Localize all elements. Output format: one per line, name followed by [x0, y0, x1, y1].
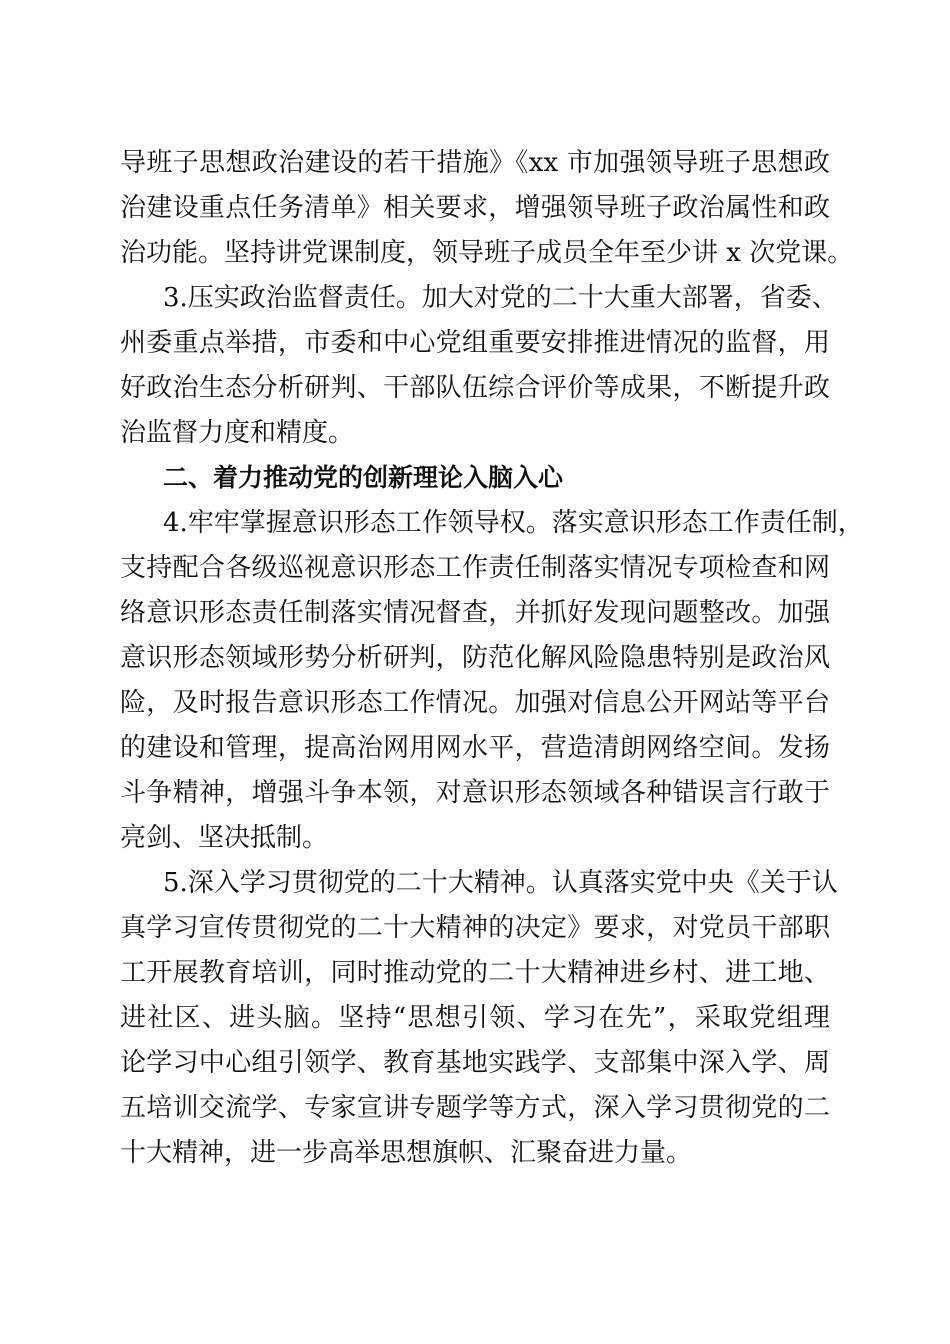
item-3-line: 3.压实政治监督责任。加大对党的二十大重大部署，省委、 — [163, 283, 838, 313]
paragraph-line: 导班子思想政治建设的若干措施》《xx 市加强领导班子思想政 — [120, 148, 830, 178]
item-3-line: 州委重点举措，市委和中心党组重要安排推进情况的监督，用 — [120, 328, 830, 358]
item-3-line: 治监督力度和精度。 — [120, 418, 355, 448]
item-5-line: 论学习中心组引领学、教育基地实践学、支部集中深入学、周 — [120, 1048, 830, 1078]
item-5-line: 工开展教育培训，同时推动党的二十大精神进乡村、进工地、 — [120, 958, 830, 988]
item-5-line: 十大精神，进一步高举思想旗帜、汇聚奋进力量。 — [120, 1138, 693, 1168]
item-5-line: 真学习宣传贯彻党的二十大精神的决定》要求，对党员干部职 — [120, 913, 830, 943]
item-4-line: 亮剑、坚决抵制。 — [120, 823, 329, 853]
item-4-line: 支持配合各级巡视意识形态工作责任制落实情况专项检查和网 — [120, 553, 830, 583]
item-4-line: 险，及时报告意识形态工作情况。加强对信息公开网站等平台 — [120, 688, 830, 718]
paragraph-line: 治功能。坚持讲党课制度，领导班子成员全年至少讲 x 次党课。 — [120, 238, 854, 268]
item-4-line: 4.牢牢掌握意识形态工作领导权。落实意识形态工作责任制， — [163, 508, 864, 538]
section-heading: 二、着力推动党的创新理论入脑入心 — [163, 463, 564, 492]
item-4-line: 络意识形态责任制落实情况督查，并抓好发现问题整改。加强 — [120, 598, 830, 628]
item-5-line: 进社区、进头脑。坚持“思想引领、学习在先”，采取党组理 — [120, 1003, 830, 1033]
item-5-line: 5.深入学习贯彻党的二十大精神。认真落实党中央《关于认 — [163, 868, 838, 898]
paragraph-line: 治建设重点任务清单》相关要求，增强领导班子政治属性和政 — [120, 193, 830, 223]
item-4-line: 的建设和管理，提高治网用网水平，营造清朗网络空间。发扬 — [120, 733, 830, 763]
item-5-line: 五培训交流学、专家宣讲专题学等方式，深入学习贯彻党的二 — [120, 1093, 830, 1123]
item-4-line: 意识形态领域形势分析研判，防范化解风险隐患特别是政治风 — [120, 643, 830, 673]
item-3-line: 好政治生态分析研判、干部队伍综合评价等成果，不断提升政 — [120, 373, 830, 403]
item-4-line: 斗争精神，增强斗争本领，对意识形态领域各种错误言行敢于 — [120, 778, 830, 808]
